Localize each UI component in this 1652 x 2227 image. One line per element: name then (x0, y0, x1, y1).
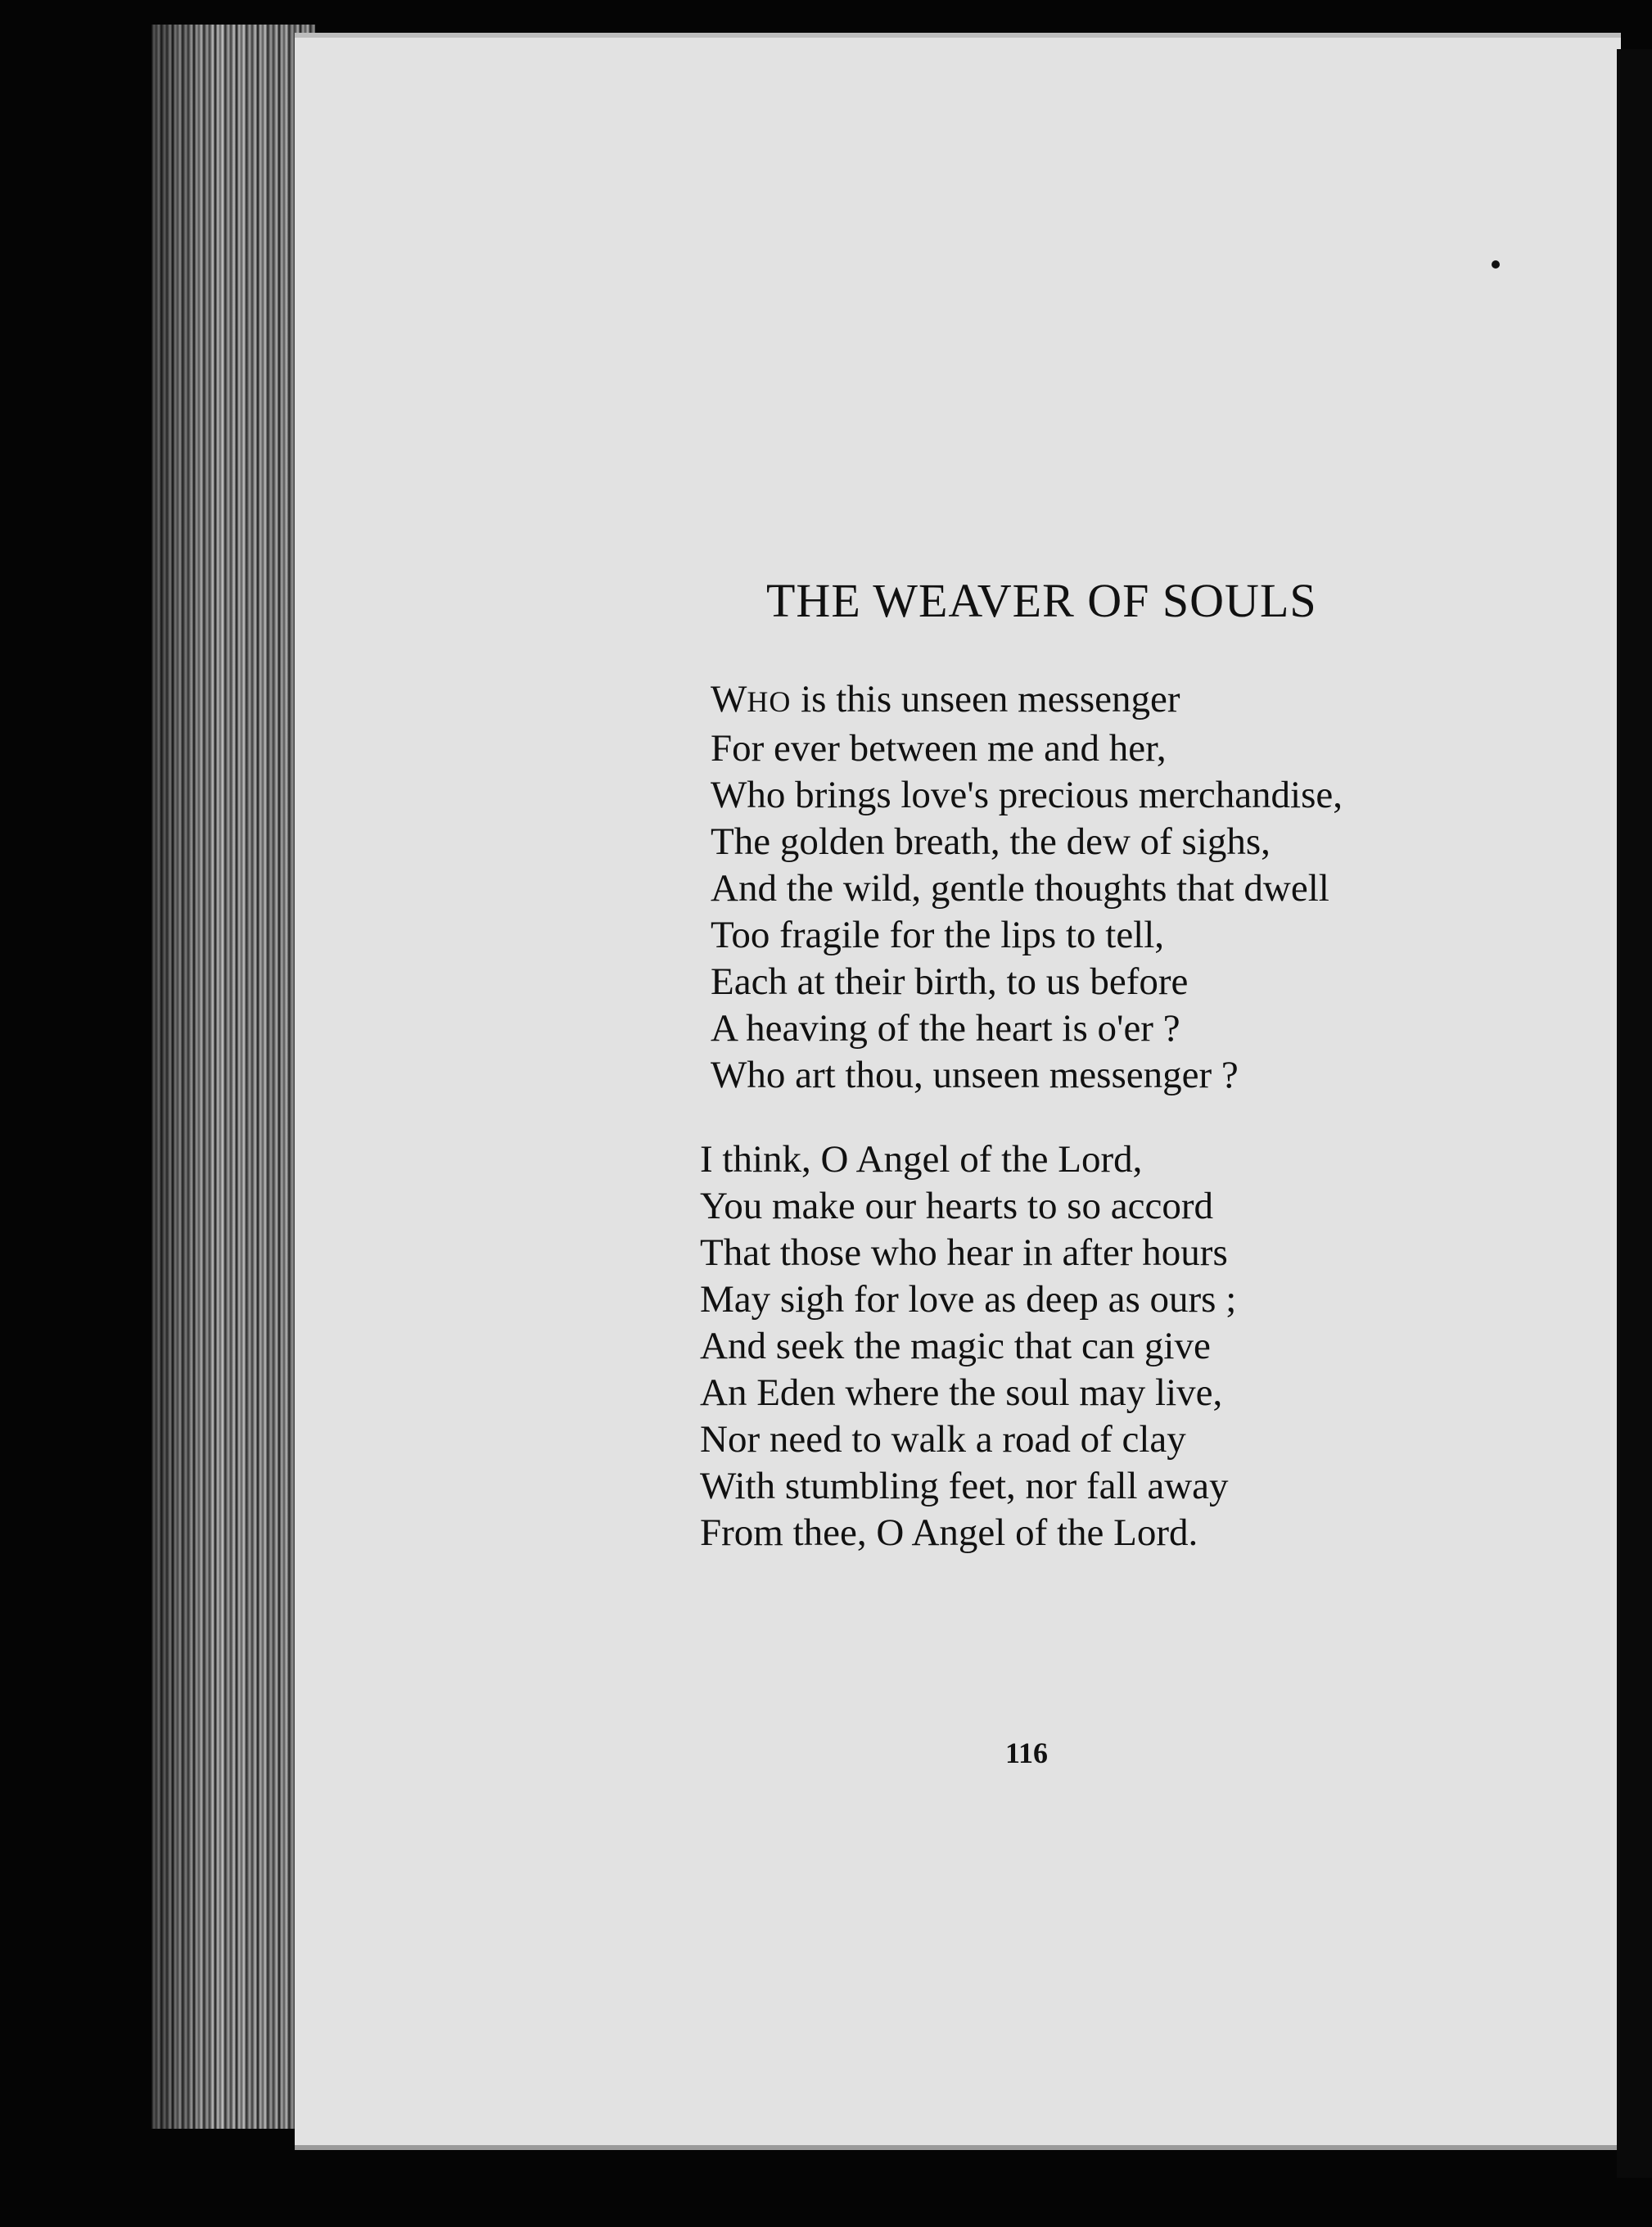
poem-line: And the wild, gentle thoughts that dwell (711, 867, 1329, 910)
poem-line: Each at their birth, to us before (711, 960, 1189, 1003)
poem-line: I think, O Angel of the Lord, (700, 1138, 1143, 1181)
stanza-1 (711, 676, 1343, 1099)
poem-line: Who brings love's precious merchandise, (711, 774, 1343, 816)
poem-line: May sigh for love as deep as ours ; (700, 1278, 1237, 1321)
poem-line: Who art thou, unseen messenger ? (711, 1054, 1239, 1096)
spine-shadow (151, 25, 315, 2129)
poem-line: That those who hear in after hours (700, 1231, 1228, 1274)
poem-line: Too fragile for the lips to tell, (711, 914, 1165, 956)
page-number: 116 (1005, 1737, 1049, 1769)
poem-line: An Eden where the soul may live, (700, 1371, 1223, 1414)
first-line-rest: is this unseen messenger (791, 678, 1180, 720)
poem-line: With stumbling feet, nor fall away (700, 1465, 1229, 1507)
poem-line: For ever between me and her, (711, 727, 1167, 770)
smallcaps-text: HO (747, 685, 792, 718)
poem-line: The golden breath, the dew of sighs, (711, 820, 1271, 863)
stanza-2 (700, 1136, 1236, 1556)
page-top-edge (295, 33, 1621, 38)
poem-line: A heaving of the heart is o'er ? (711, 1007, 1180, 1050)
poem-line: And seek the magic that can give (700, 1325, 1211, 1367)
poem-title: THE WEAVER OF SOULS (766, 574, 1317, 627)
poem-line: From thee, O Angel of the Lord. (700, 1511, 1198, 1554)
poem-line: Nor need to walk a road of clay (700, 1418, 1186, 1461)
right-page-edge (1617, 49, 1652, 2178)
poem-line: You make our hearts to so accord (700, 1185, 1213, 1227)
dropcap-letter: W (711, 678, 747, 720)
ink-speck (1492, 260, 1500, 269)
poem-line (711, 676, 1343, 725)
